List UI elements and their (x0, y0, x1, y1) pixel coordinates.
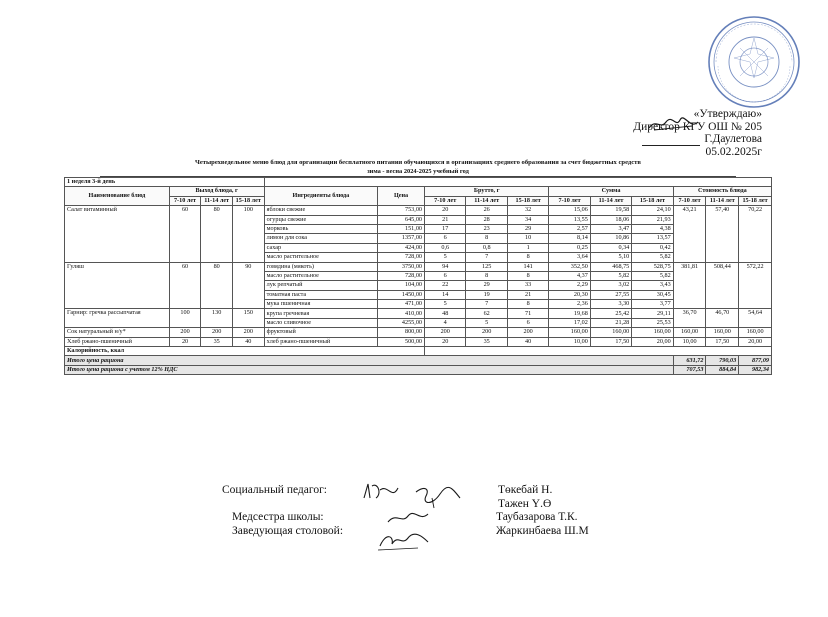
header-age1: 7-10 лет (169, 196, 201, 205)
ingredient-sum: 18,06 (590, 215, 631, 224)
week-day-label: 1 неделя 3-й день (65, 178, 265, 187)
ingredient-sum: 25,53 (632, 318, 673, 327)
ingredient-name: огурцы свежие (264, 215, 377, 224)
header-gross: Брутто, г (425, 187, 549, 196)
ingredient-gross: 141 (507, 262, 548, 271)
approval-title: «Утверждаю» (693, 108, 762, 120)
dish-yield: 80 (201, 262, 233, 309)
total-row (65, 356, 772, 365)
dish-yield: 200 (232, 328, 264, 337)
dish-yield: 20 (169, 337, 201, 346)
ingredient-name: мука пшеничная (264, 300, 377, 309)
ingredient-sum: 0,25 (549, 243, 590, 252)
ingredient-price: 800,00 (378, 328, 425, 337)
ingredient-gross: 32 (507, 206, 548, 215)
total-value: 631,72 (673, 356, 706, 365)
dish-name: Салат витаминный (65, 206, 170, 262)
dish-cost: 160,00 (673, 328, 706, 337)
ingredient-sum: 29,11 (632, 309, 673, 318)
dish-yield: 60 (169, 262, 201, 309)
ingredient-sum: 5,82 (632, 253, 673, 262)
ingredient-sum: 2,36 (549, 300, 590, 309)
ingredient-gross: 125 (466, 262, 507, 271)
ingredient-sum: 0,34 (590, 243, 631, 252)
ingredient-name: масло растительное (264, 271, 377, 280)
ingredient-gross: 6 (425, 271, 466, 280)
menu-table (64, 177, 772, 375)
dish-yield: 200 (201, 328, 233, 337)
ingredient-name: яблоки свежие (264, 206, 377, 215)
ingredient-price: 500,00 (378, 337, 425, 346)
dish-cost: 57,40 (706, 206, 739, 262)
header-age2: 11-14 лет (590, 196, 631, 205)
ingredient-sum: 21,28 (590, 318, 631, 327)
ingredient-sum: 13,57 (632, 234, 673, 243)
ingredient-sum: 528,75 (632, 262, 673, 271)
ingredient-sum: 13,55 (549, 215, 590, 224)
ingredient-sum: 352,50 (549, 262, 590, 271)
dish-yield: 150 (232, 309, 264, 328)
total-vat-value: 982,34 (739, 365, 772, 374)
ingredient-name: масло растительное (264, 253, 377, 262)
ingredient-gross: 0,6 (425, 243, 466, 252)
dish-cost: 36,70 (673, 309, 706, 328)
ingredient-gross: 29 (466, 281, 507, 290)
ingredient-gross: 8 (466, 271, 507, 280)
ingredient-gross: 33 (507, 281, 548, 290)
ingredient-gross: 0,8 (466, 243, 507, 252)
ingredient-sum: 10,86 (590, 234, 631, 243)
ingredient-name: сахар (264, 243, 377, 252)
ingredient-sum: 19,58 (590, 206, 631, 215)
ingredient-sum: 468,75 (590, 262, 631, 271)
dish-cost: 160,00 (739, 328, 772, 337)
header-age2: 11-14 лет (466, 196, 507, 205)
ingredient-gross: 5 (425, 300, 466, 309)
ingredient-sum: 10,00 (549, 337, 590, 346)
header-age1: 7-10 лет (673, 196, 706, 205)
ingredient-price: 753,00 (378, 206, 425, 215)
ingredient-sum: 2,57 (549, 224, 590, 233)
ingredient-gross: 22 (425, 281, 466, 290)
ingredient-gross: 5 (466, 318, 507, 327)
ingredient-price: 3750,00 (378, 262, 425, 271)
ingredient-sum: 3,77 (632, 300, 673, 309)
dish-cost: 43,21 (673, 206, 706, 262)
header-yield: Выход блюда, г (169, 187, 264, 196)
school-seal-stamp (706, 14, 802, 110)
ingredient-gross: 7 (466, 300, 507, 309)
ingredient-sum: 30,45 (632, 290, 673, 299)
dish-cost: 572,22 (739, 262, 772, 309)
ingredient-name: лимон для сока (264, 234, 377, 243)
ingredient-name: морковь (264, 224, 377, 233)
header-ingredients: Ингредиенты блюда (264, 187, 377, 206)
total-vat-value: 884,84 (706, 365, 739, 374)
ingredient-price: 1450,00 (378, 290, 425, 299)
ingredient-sum: 160,00 (549, 328, 590, 337)
header-age3: 15-18 лет (232, 196, 264, 205)
dish-yield: 90 (232, 262, 264, 309)
ingredient-price: 424,00 (378, 243, 425, 252)
ingredient-sum: 5,82 (632, 271, 673, 280)
ingredient-price: 151,00 (378, 224, 425, 233)
menu-title: Четырехведельное меню блюд для организации бесплатного питания обучающихся в организациях среднего образования за счет бюджетных средств (195, 159, 641, 166)
ingredient-gross: 62 (466, 309, 507, 318)
total-value: 790,03 (706, 356, 739, 365)
header-row (65, 187, 772, 196)
ingredient-name: фруктовый (264, 328, 377, 337)
menu-sheet (64, 158, 772, 375)
ingredient-price: 1357,00 (378, 234, 425, 243)
ingredient-gross: 23 (466, 224, 507, 233)
empty-cell (425, 347, 772, 356)
approval-position: Директор КГУ ОШ № 205 (633, 120, 762, 133)
ingredient-sum: 4,37 (549, 271, 590, 280)
ingredient-gross: 21 (425, 215, 466, 224)
ingredient-gross: 20 (425, 337, 466, 346)
ingredient-sum: 0,42 (632, 243, 673, 252)
ingredient-sum: 2,29 (549, 281, 590, 290)
ingredient-sum: 19,68 (549, 309, 590, 318)
ingredient-sum: 3,47 (590, 224, 631, 233)
ingredient-sum: 27,55 (590, 290, 631, 299)
table-row (65, 309, 772, 318)
ingredient-sum: 3,02 (590, 281, 631, 290)
dish-name: Гарнир: гречка рассыпчатая (65, 309, 170, 328)
signature-row (222, 511, 642, 525)
ingredient-sum: 3,64 (549, 253, 590, 262)
ingredient-gross: 14 (425, 290, 466, 299)
signature-role: Социальный педагог: (222, 484, 327, 496)
ingredient-gross: 29 (507, 224, 548, 233)
dish-name: Гуляш (65, 262, 170, 309)
table-row (65, 337, 772, 346)
calories-label: Калорийность, ккал (65, 347, 425, 356)
ingredient-name: томатная паста (264, 290, 377, 299)
ingredient-sum: 5,10 (590, 253, 631, 262)
ingredient-sum: 21,93 (632, 215, 673, 224)
ingredient-gross: 200 (507, 328, 548, 337)
dish-name: Хлеб ржано-пшеничный (65, 337, 170, 346)
ingredient-gross: 21 (507, 290, 548, 299)
ingredient-gross: 26 (466, 206, 507, 215)
dish-yield: 100 (232, 206, 264, 262)
header-age3: 15-18 лет (739, 196, 772, 205)
signature-name: Жаркинбаева Ш.М (496, 524, 589, 537)
signature-role: Медсестра школы: (232, 511, 324, 523)
dish-name: Сок натуральный н/у* (65, 328, 170, 337)
ingredient-gross: 8 (507, 300, 548, 309)
header-sum: Сумма (549, 187, 673, 196)
ingredient-gross: 17 (425, 224, 466, 233)
header-age3: 15-18 лет (507, 196, 548, 205)
ingredient-gross: 19 (466, 290, 507, 299)
dish-yield: 60 (169, 206, 201, 262)
ingredient-name: говядина (мякоть) (264, 262, 377, 271)
dish-yield: 40 (232, 337, 264, 346)
header-age2: 11-14 лет (706, 196, 739, 205)
ingredient-price: 728,00 (378, 271, 425, 280)
approval-date: 05.02.2025г (705, 145, 762, 158)
ingredient-gross: 200 (425, 328, 466, 337)
ingredient-gross: 40 (507, 337, 548, 346)
ingredient-sum: 25,42 (590, 309, 631, 318)
ingredient-gross: 94 (425, 262, 466, 271)
signature-row (222, 498, 642, 512)
ingredient-price: 4255,00 (378, 318, 425, 327)
table-row (65, 206, 772, 215)
ingredient-gross: 20 (425, 206, 466, 215)
total-label: Итого цена рациона (65, 356, 674, 365)
calories-row (65, 347, 772, 356)
dish-cost: 17,50 (706, 337, 739, 346)
table-row (65, 328, 772, 337)
signature-line (642, 145, 700, 146)
header-age2: 11-14 лет (201, 196, 233, 205)
ingredient-name: крупа гречневая (264, 309, 377, 318)
ingredient-gross: 28 (466, 215, 507, 224)
ingredient-sum: 3,43 (632, 281, 673, 290)
ingredient-sum: 8,14 (549, 234, 590, 243)
ingredient-gross: 8 (507, 253, 548, 262)
ingredient-price: 728,00 (378, 253, 425, 262)
header-price: Цена (378, 187, 425, 206)
ingredient-price: 104,00 (378, 281, 425, 290)
header-age1: 7-10 лет (425, 196, 466, 205)
dish-yield: 35 (201, 337, 233, 346)
ingredient-name: масло сливочное (264, 318, 377, 327)
signature-row (222, 484, 642, 498)
ingredient-gross: 71 (507, 309, 548, 318)
header-age1: 7-10 лет (549, 196, 590, 205)
ingredient-sum: 15,06 (549, 206, 590, 215)
dish-cost: 46,70 (706, 309, 739, 328)
signature-row (222, 525, 642, 539)
director-signature (646, 114, 702, 134)
ingredient-gross: 34 (507, 215, 548, 224)
ingredient-gross: 8 (507, 271, 548, 280)
signature-name: Таубазарова Т.К. (496, 511, 578, 523)
ingredient-sum: 17,02 (549, 318, 590, 327)
dish-cost: 10,00 (673, 337, 706, 346)
dish-cost: 20,00 (739, 337, 772, 346)
dish-yield: 80 (201, 206, 233, 262)
ingredient-price: 410,00 (378, 309, 425, 318)
ingredient-sum: 160,00 (632, 328, 673, 337)
signatures-block (222, 484, 642, 538)
dish-cost: 70,22 (739, 206, 772, 262)
total-vat-value: 707,53 (673, 365, 706, 374)
total-vat-row (65, 365, 772, 374)
signature-name: Тажен Ү.Ө (498, 497, 552, 510)
header-age3: 15-18 лет (632, 196, 673, 205)
dish-yield: 200 (169, 328, 201, 337)
ingredient-price: 645,00 (378, 215, 425, 224)
ingredient-gross: 6 (507, 318, 548, 327)
ingredient-sum: 24,10 (632, 206, 673, 215)
ingredient-sum: 3,30 (590, 300, 631, 309)
dish-cost: 381,81 (673, 262, 706, 309)
menu-subtitle: зима - весна 2024-2025 учебный год (100, 167, 736, 177)
table-row (65, 262, 772, 271)
ingredient-sum: 5,82 (590, 271, 631, 280)
dish-yield: 100 (169, 309, 201, 328)
total-value: 877,09 (739, 356, 772, 365)
dish-cost: 160,00 (706, 328, 739, 337)
dish-cost: 508,44 (706, 262, 739, 309)
ingredient-gross: 6 (425, 234, 466, 243)
header-dish: Наименование блюд (65, 187, 170, 206)
ingredient-gross: 10 (507, 234, 548, 243)
ingredient-gross: 4 (425, 318, 466, 327)
ingredient-sum: 17,50 (590, 337, 631, 346)
ingredient-gross: 7 (466, 253, 507, 262)
ingredient-name: хлеб ржано-пшеничный (264, 337, 377, 346)
approval-name: Г.Даулетова (704, 133, 762, 145)
ingredient-gross: 48 (425, 309, 466, 318)
dish-cost: 54,64 (739, 309, 772, 328)
ingredient-gross: 5 (425, 253, 466, 262)
signature-role: Заведующая столовой: (232, 524, 344, 537)
ingredient-gross: 200 (466, 328, 507, 337)
ingredient-gross: 35 (466, 337, 507, 346)
ingredient-sum: 4,38 (632, 224, 673, 233)
ingredient-sum: 20,00 (632, 337, 673, 346)
ingredient-name: лук репчатый (264, 281, 377, 290)
ingredient-price: 471,00 (378, 300, 425, 309)
ingredient-sum: 160,00 (590, 328, 631, 337)
ingredient-sum: 20,30 (549, 290, 590, 299)
empty-cell (264, 178, 771, 187)
week-day-row (65, 178, 772, 187)
total-vat-label: Итого цена рациона с учетом 12% НДС (65, 365, 674, 374)
header-cost: Стоимость блюда (673, 187, 771, 196)
approval-signature-line (633, 133, 762, 146)
dish-yield: 130 (201, 309, 233, 328)
ingredient-gross: 1 (507, 243, 548, 252)
signature-name: Төкебай Н. (498, 484, 553, 496)
ingredient-gross: 8 (466, 234, 507, 243)
